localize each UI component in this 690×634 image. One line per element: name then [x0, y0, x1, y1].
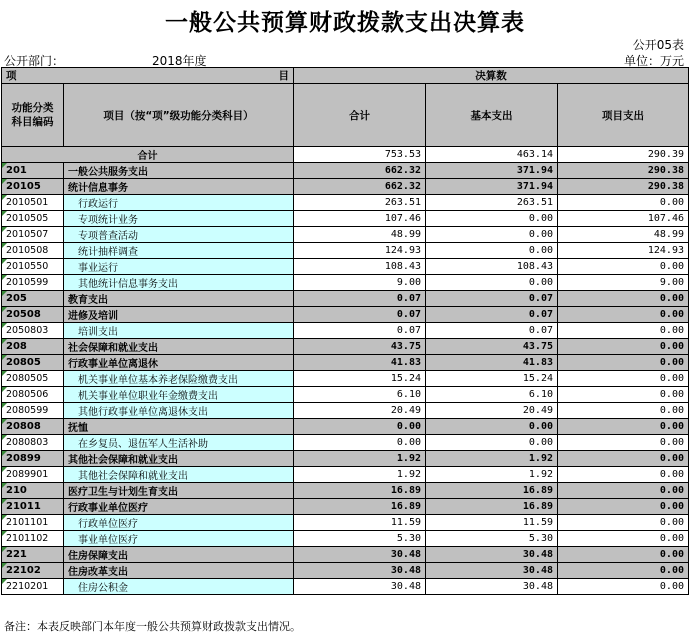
- row-code-cell: 2010550: [2, 259, 64, 275]
- table-row: [2, 323, 689, 339]
- table-row: [2, 499, 689, 515]
- department-label: 公开部门：: [4, 54, 65, 68]
- row-basic-cell: 20.49: [426, 403, 558, 419]
- row-name-cell: 其他社会保障和就业支出: [64, 467, 294, 483]
- row-code-cell: 205: [2, 291, 64, 307]
- row-code-cell: 2080599: [2, 403, 64, 419]
- table-row: [2, 179, 689, 195]
- row-total-cell: 662.32: [294, 179, 426, 195]
- row-total-cell: 16.89: [294, 499, 426, 515]
- row-project-cell: 0.00: [558, 579, 689, 595]
- table-row: [2, 531, 689, 547]
- row-basic-cell: 30.48: [426, 579, 558, 595]
- row-code-cell: 2101102: [2, 531, 64, 547]
- row-basic-cell: 1.92: [426, 467, 558, 483]
- row-total-cell: 263.51: [294, 195, 426, 211]
- project-column-header: 项目支出: [558, 84, 689, 147]
- row-basic-cell: 263.51: [426, 195, 558, 211]
- row-basic-cell: 11.59: [426, 515, 558, 531]
- row-name-cell: 行政运行: [64, 195, 294, 211]
- row-name-cell: 事业运行: [64, 259, 294, 275]
- row-name-cell: 机关事业单位职业年金缴费支出: [64, 387, 294, 403]
- row-code-cell: 20105: [2, 179, 64, 195]
- row-total-cell: 0.07: [294, 291, 426, 307]
- table-row: [2, 483, 689, 499]
- row-code-cell: 2080505: [2, 371, 64, 387]
- row-basic-cell: 30.48: [426, 563, 558, 579]
- table-row: [2, 211, 689, 227]
- code-header-line2: 科目编码: [11, 116, 54, 128]
- fiscal-year: 2018年度: [152, 54, 207, 68]
- row-total-cell: 5.30: [294, 531, 426, 547]
- report-title: 一般公共预算财政拨款支出决算表: [165, 10, 525, 36]
- row-name-cell: 其他统计信息事务支出: [64, 275, 294, 291]
- table-row: [2, 563, 689, 579]
- row-project-cell: 0.00: [558, 259, 689, 275]
- row-code-cell: 2089901: [2, 467, 64, 483]
- item-header-right: 目: [278, 70, 289, 82]
- table-row: [2, 275, 689, 291]
- row-code-cell: 21011: [2, 499, 64, 515]
- row-project-cell: 107.46: [558, 211, 689, 227]
- table-row: [2, 259, 689, 275]
- row-total-cell: 43.75: [294, 339, 426, 355]
- row-total-cell: 11.59: [294, 515, 426, 531]
- row-project-cell: 0.00: [558, 355, 689, 371]
- unit-label: 单位：万元: [623, 54, 684, 68]
- row-name-cell: 行政事业单位离退休: [64, 355, 294, 371]
- row-project-cell: 0.00: [558, 307, 689, 323]
- row-project-cell: 0.00: [558, 339, 689, 355]
- row-total-cell: 107.46: [294, 211, 426, 227]
- row-basic-cell: 41.83: [426, 355, 558, 371]
- row-total-cell: 0.07: [294, 307, 426, 323]
- row-project-cell: 0.00: [558, 387, 689, 403]
- row-code-cell: 2010501: [2, 195, 64, 211]
- row-total-cell: 48.99: [294, 227, 426, 243]
- row-total-cell: 9.00: [294, 275, 426, 291]
- row-basic-cell: 0.00: [426, 243, 558, 259]
- row-total-cell: 20.49: [294, 403, 426, 419]
- row-total-cell: 30.48: [294, 579, 426, 595]
- expenditure-table: [1, 67, 689, 595]
- row-basic-cell: 15.24: [426, 371, 558, 387]
- row-basic-cell: 0.07: [426, 307, 558, 323]
- total-row-basic: 463.14: [426, 147, 558, 163]
- row-basic-cell: 5.30: [426, 531, 558, 547]
- item-header-cell: [2, 68, 294, 84]
- item-header-left: 项: [6, 70, 17, 82]
- row-project-cell: 0.00: [558, 419, 689, 435]
- row-code-cell: 2101101: [2, 515, 64, 531]
- table-row: [2, 547, 689, 563]
- row-project-cell: 0.00: [558, 499, 689, 515]
- row-basic-cell: 0.00: [426, 419, 558, 435]
- row-name-cell: 进修及培训: [64, 307, 294, 323]
- row-name-cell: 抚恤: [64, 419, 294, 435]
- row-name-cell: 住房改革支出: [64, 563, 294, 579]
- row-basic-cell: 0.00: [426, 435, 558, 451]
- row-basic-cell: 43.75: [426, 339, 558, 355]
- row-total-cell: 0.00: [294, 419, 426, 435]
- table-row: [2, 355, 689, 371]
- row-project-cell: 48.99: [558, 227, 689, 243]
- row-total-cell: 16.89: [294, 483, 426, 499]
- row-total-cell: 0.07: [294, 323, 426, 339]
- final-amount-header: 决算数: [294, 68, 689, 84]
- table-row: [2, 163, 689, 179]
- row-name-cell: 专项普查活动: [64, 227, 294, 243]
- row-project-cell: 0.00: [558, 547, 689, 563]
- row-project-cell: 0.00: [558, 451, 689, 467]
- row-project-cell: 0.00: [558, 195, 689, 211]
- row-project-cell: 0.00: [558, 323, 689, 339]
- table-row: [2, 307, 689, 323]
- row-name-cell: 事业单位医疗: [64, 531, 294, 547]
- row-code-cell: 20508: [2, 307, 64, 323]
- row-code-cell: 221: [2, 547, 64, 563]
- row-basic-cell: 1.92: [426, 451, 558, 467]
- row-name-cell: 住房保障支出: [64, 547, 294, 563]
- row-name-cell: 专项统计业务: [64, 211, 294, 227]
- total-row-project: 290.39: [558, 147, 689, 163]
- header-row-1: [2, 68, 689, 84]
- row-code-cell: 2010599: [2, 275, 64, 291]
- row-code-cell: 2080506: [2, 387, 64, 403]
- row-name-cell: 社会保障和就业支出: [64, 339, 294, 355]
- row-basic-cell: 6.10: [426, 387, 558, 403]
- row-code-cell: 20808: [2, 419, 64, 435]
- row-project-cell: 0.00: [558, 291, 689, 307]
- row-project-cell: 0.00: [558, 403, 689, 419]
- table-row: [2, 403, 689, 419]
- code-column-header: [2, 84, 64, 147]
- row-basic-cell: 0.00: [426, 227, 558, 243]
- row-total-cell: 0.00: [294, 435, 426, 451]
- row-project-cell: 0.00: [558, 483, 689, 499]
- row-project-cell: 0.00: [558, 515, 689, 531]
- row-code-cell: 208: [2, 339, 64, 355]
- table-row: [2, 419, 689, 435]
- row-code-cell: 2050803: [2, 323, 64, 339]
- row-code-cell: 22102: [2, 563, 64, 579]
- row-code-cell: 2010508: [2, 243, 64, 259]
- row-code-cell: 2010507: [2, 227, 64, 243]
- table-row: [2, 451, 689, 467]
- row-code-cell: 2010505: [2, 211, 64, 227]
- table-row: [2, 195, 689, 211]
- row-basic-cell: 0.00: [426, 211, 558, 227]
- row-project-cell: 0.00: [558, 467, 689, 483]
- row-name-cell: 统计信息事务: [64, 179, 294, 195]
- table-row: [2, 515, 689, 531]
- row-code-cell: 20805: [2, 355, 64, 371]
- row-name-cell: 一般公共服务支出: [64, 163, 294, 179]
- row-code-cell: 201: [2, 163, 64, 179]
- row-name-cell: 其他行政事业单位离退休支出: [64, 403, 294, 419]
- row-basic-cell: 16.89: [426, 483, 558, 499]
- row-project-cell: 290.38: [558, 163, 689, 179]
- row-project-cell: 0.00: [558, 563, 689, 579]
- table-row: [2, 291, 689, 307]
- total-column-header: 合计: [294, 84, 426, 147]
- row-name-cell: 住房公积金: [64, 579, 294, 595]
- row-total-cell: 30.48: [294, 563, 426, 579]
- table-row: [2, 435, 689, 451]
- table-row: [2, 227, 689, 243]
- row-project-cell: 0.00: [558, 371, 689, 387]
- code-header-line1: 功能分类: [11, 102, 54, 114]
- table-row: [2, 387, 689, 403]
- row-total-cell: 30.48: [294, 547, 426, 563]
- row-basic-cell: 0.07: [426, 291, 558, 307]
- table-row: [2, 579, 689, 595]
- row-name-cell: 培训支出: [64, 323, 294, 339]
- row-basic-cell: 371.94: [426, 179, 558, 195]
- row-name-cell: 其他社会保障和就业支出: [64, 451, 294, 467]
- row-basic-cell: 371.94: [426, 163, 558, 179]
- row-total-cell: 1.92: [294, 467, 426, 483]
- footnote: 备注：本表反映部门本年度一般公共预算财政拨款支出情况。: [4, 620, 301, 633]
- basic-column-header: 基本支出: [426, 84, 558, 147]
- row-name-cell: 统计抽样调查: [64, 243, 294, 259]
- total-row: [2, 147, 689, 163]
- row-project-cell: 0.00: [558, 435, 689, 451]
- row-total-cell: 1.92: [294, 451, 426, 467]
- header-row-2: [2, 84, 689, 147]
- row-code-cell: 2080803: [2, 435, 64, 451]
- row-basic-cell: 108.43: [426, 259, 558, 275]
- row-basic-cell: 0.00: [426, 275, 558, 291]
- table-row: [2, 371, 689, 387]
- row-project-cell: 124.93: [558, 243, 689, 259]
- row-name-cell: 教育支出: [64, 291, 294, 307]
- row-name-cell: 机关事业单位基本养老保险缴费支出: [64, 371, 294, 387]
- row-name-cell: 行政事业单位医疗: [64, 499, 294, 515]
- row-code-cell: 2210201: [2, 579, 64, 595]
- row-name-cell: 医疗卫生与计划生育支出: [64, 483, 294, 499]
- table-row: [2, 339, 689, 355]
- row-project-cell: 0.00: [558, 531, 689, 547]
- row-total-cell: 662.32: [294, 163, 426, 179]
- row-code-cell: 210: [2, 483, 64, 499]
- row-basic-cell: 30.48: [426, 547, 558, 563]
- row-total-cell: 15.24: [294, 371, 426, 387]
- row-name-cell: 在乡复员、退伍军人生活补助: [64, 435, 294, 451]
- table-row: [2, 467, 689, 483]
- form-number: 公开05表: [632, 38, 684, 52]
- row-total-cell: 124.93: [294, 243, 426, 259]
- row-name-cell: 行政单位医疗: [64, 515, 294, 531]
- row-total-cell: 6.10: [294, 387, 426, 403]
- total-row-label: 合计: [2, 147, 294, 163]
- row-code-cell: 20899: [2, 451, 64, 467]
- row-total-cell: 41.83: [294, 355, 426, 371]
- table-row: [2, 243, 689, 259]
- row-total-cell: 108.43: [294, 259, 426, 275]
- row-project-cell: 290.38: [558, 179, 689, 195]
- name-column-header: 项目（按“项”级功能分类科目）: [64, 84, 294, 147]
- row-basic-cell: 16.89: [426, 499, 558, 515]
- total-row-total: 753.53: [294, 147, 426, 163]
- row-basic-cell: 0.07: [426, 323, 558, 339]
- row-project-cell: 9.00: [558, 275, 689, 291]
